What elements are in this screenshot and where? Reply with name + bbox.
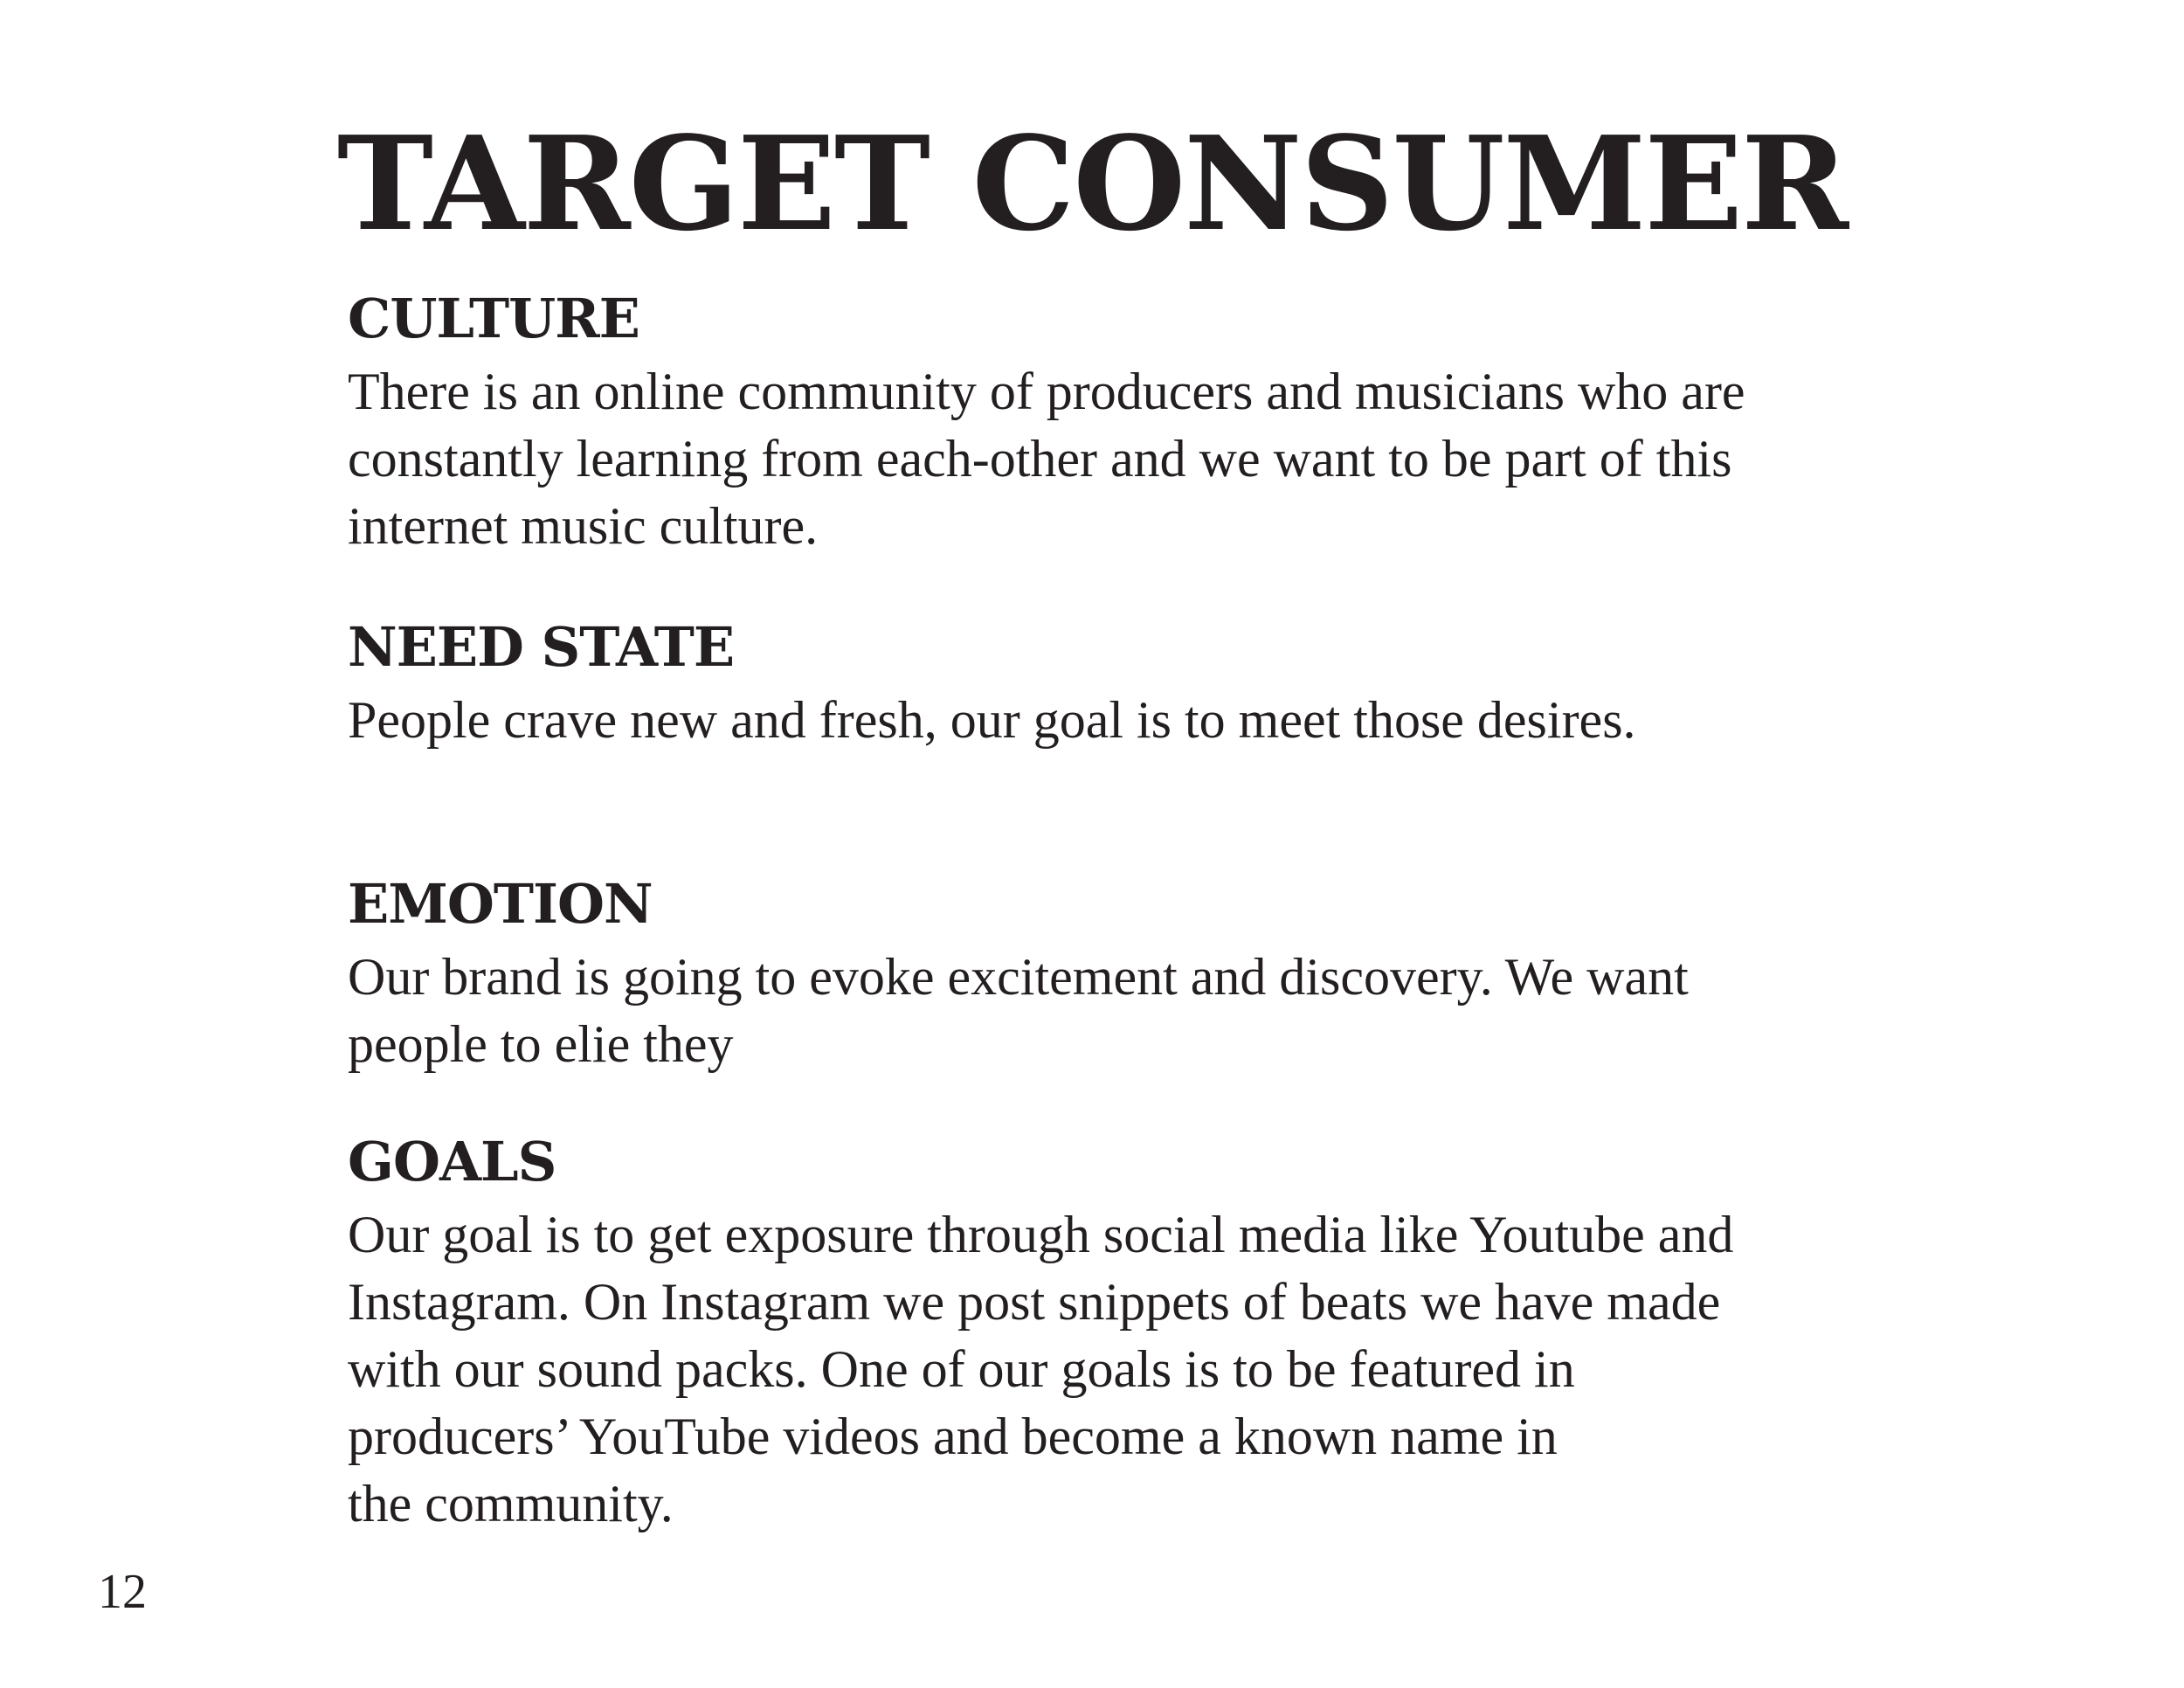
section-need-state	[348, 617, 1903, 754]
section-body-emotion: Our brand is going to evoke excitement and discovery. We want people to elie they	[348, 948, 1689, 1073]
section-body-culture: There is an online community of producers and musicians who are constantly learning from each-other and we want to be part of this internet music culture.	[348, 363, 1745, 555]
section-emotion	[348, 874, 1903, 1078]
section-heading-goals: GOALS	[348, 1130, 556, 1193]
section-body-need-state: People crave new and fresh, our goal is to meet those desires.	[348, 691, 1636, 749]
section-heading-culture: CULTURE	[348, 287, 639, 350]
section-heading-emotion: EMOTION	[348, 872, 653, 936]
section-body-goals: Our goal is to get exposure through social media like Youtube and Instagram. On Instagram we post snippets of beats we have made with our sound packs. One of our goals is to be featured in producers’ YouTube videos and become a known name in the community.	[348, 1206, 1734, 1532]
section-goals	[348, 1131, 1903, 1538]
page-number: 12	[98, 1565, 147, 1619]
section-culture	[348, 288, 1903, 560]
section-heading-need-state: NEED STATE	[348, 615, 735, 679]
page-title: TARGET CONSUMER	[336, 107, 1848, 259]
